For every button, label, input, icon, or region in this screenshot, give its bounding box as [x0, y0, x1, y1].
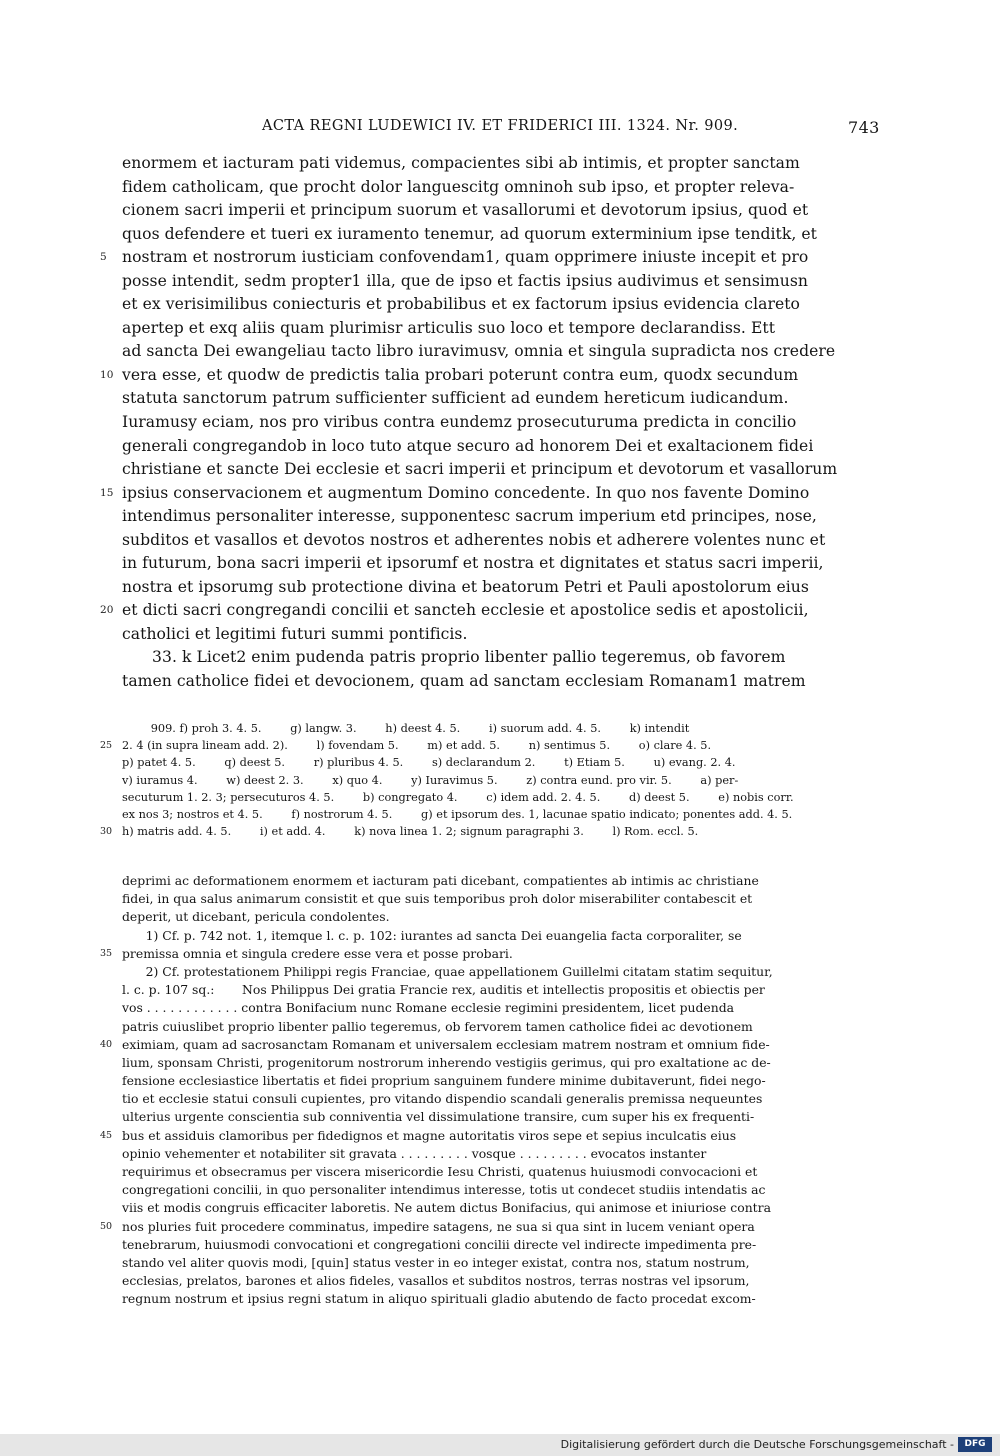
footnote-line [122, 1272, 880, 1290]
main-text-line [122, 458, 880, 482]
line-text: fensione ecclesiastice libertatis et fidei proprium sanguinem fundere minime dubitaverunt, fidei nego- [122, 1073, 766, 1089]
line-text: et ex verisimilibus coniecturis et probabilibus et ex factorum ipsius evidencia clareto [122, 295, 800, 314]
footnotes-block [100, 872, 880, 1309]
line-text: patris cuiuslibet proprio libenter pallio tegeremus, ob fervorem tamen catholice fidei ac devotionem [122, 1018, 753, 1034]
main-text-line [122, 317, 880, 341]
variant-line [122, 720, 880, 737]
footnote-line [122, 1254, 880, 1272]
line-text: quos defendere et tueri ex iuramento tenemur, ad quorum exterminium ipse tenditk, et [122, 224, 817, 243]
main-text-line [122, 293, 880, 317]
line-text: fidei, in qua salus animarum consistit et que suis temporibus proh dolor miserabiliter contabescit et [122, 891, 753, 907]
variant-line [122, 754, 880, 771]
line-text: 33. k Licet2 enim pudenda patris proprio libenter pallio tegeremus, ob favorem [122, 648, 786, 667]
line-number: 35 [100, 947, 113, 959]
variant-line [122, 772, 880, 789]
footnote-line [122, 963, 880, 981]
main-text-line [122, 199, 880, 223]
line-text: secuturum 1. 2. 3; persecuturos 4. 5. b) congregato 4. c) idem add. 2. 4. 5. d) deest 5. e) nobis corr. [122, 790, 794, 804]
footnote-line [122, 1199, 880, 1217]
footnote-line [122, 1290, 880, 1308]
line-text: tenebrarum, huiusmodi convocationi et congregationi concilii directe vel indirecte impedimenta pre- [122, 1236, 757, 1252]
main-text-line [122, 152, 880, 176]
line-number: 5 [100, 251, 107, 264]
line-text: viis et modis congruis efficaciter laboretis. Ne autem dictus Bonifacius, qui animose et iniuriose contra [122, 1200, 771, 1216]
line-text: tio et ecclesie statui consuli cupientes, pro vitando dispendio scandali generalis premissa nequeuntes [122, 1091, 763, 1107]
line-text: Iuramusy eciam, nos pro viribus contra eundemz prosecuturuma predicta in concilio [122, 413, 797, 432]
line-text: in futurum, bona sacri imperii et ipsorumf et nostra et dignitates et status sacri imperii, [122, 554, 824, 573]
line-number: 15 [100, 486, 114, 499]
line-text: generali congregandob in loco tuto atque securo ad honorem Dei et exaltacionem fidei [122, 436, 814, 455]
line-text: posse intendit, sedm propter1 illa, que de ipso et factis ipsius audivimus et sensimusn [122, 271, 808, 290]
line-number: 45 [100, 1129, 113, 1141]
line-text: tamen catholice fidei et devocionem, quam ad sanctam ecclesiam Romanam1 matrem [122, 672, 806, 691]
variant-line [122, 806, 880, 823]
main-text-line [122, 387, 880, 411]
footnote-line [122, 1163, 880, 1181]
footnote-line [122, 1090, 880, 1108]
main-text-line [122, 435, 880, 459]
line-text: nostra et ipsorumg sub protectione divina et beatorum Petri et Pauli apostolorum eius [122, 577, 809, 596]
line-text: 909. f) proh 3. 4. 5. g) langw. 3. h) deest 4. 5. i) suorum add. 4. 5. k) intendit [122, 722, 690, 735]
main-text-line [122, 223, 880, 247]
footnote-line [122, 1054, 880, 1072]
variant-apparatus [100, 720, 880, 840]
line-text: opinio vehementer et notabiliter sit gravata . . . . . . . . . vosque . . . . . . . . . evocatos instanter [122, 1145, 707, 1161]
variant-line [100, 823, 880, 840]
line-text: ipsius conservacionem et augmentum Domino concedente. In quo nos favente Domino [122, 483, 810, 502]
footnote-line [122, 1072, 880, 1090]
main-text-line [122, 270, 880, 294]
footnote-line [122, 981, 880, 999]
line-number: 20 [100, 604, 114, 617]
line-text: vos . . . . . . . . . . . . contra Bonifacium nunc Romane ecclesie regimini presidentem, licet pudenda [122, 1000, 735, 1016]
dfg-logo: DFG [958, 1437, 992, 1452]
line-text: deprimi ac deformationem enormem et iacturam pati dicebant, compatientes ab intimis ac christiane [122, 873, 759, 888]
footnote-line [122, 1181, 880, 1199]
line-text: lium, sponsam Christi, progenitorum nostrorum inherendo vestigiis gerimus, qui pro exaltatione ac de- [122, 1054, 771, 1070]
footnote-line [122, 908, 880, 926]
line-text: ulterius urgente conscientia sub conniventia vel dissimulatione transire, cum super his ex frequenti- [122, 1109, 755, 1125]
main-text-line [122, 646, 880, 670]
line-number: 25 [100, 740, 113, 752]
main-text-line [122, 176, 880, 200]
variant-line [100, 737, 880, 754]
footnote-line [122, 1018, 880, 1036]
main-text-line [122, 552, 880, 576]
footnote-line [122, 927, 880, 945]
line-number: 30 [100, 826, 113, 838]
line-text: catholici et legitimi futuri summi pontificis. [122, 624, 468, 643]
line-text: nos pluries fuit procedere comminatus, impedire satagens, ne sua si qua sint in lucem veniant opera [122, 1218, 755, 1234]
footnote-line [122, 872, 880, 890]
main-text-line [100, 482, 880, 506]
main-text-line [100, 246, 880, 270]
line-text: subditos et vasallos et devotos nostros et adherentes nobis et adherere volentes nunc et [122, 530, 826, 549]
line-text: statuta sanctorum patrum sufficienter sufficient ad eundem hereticum iudicandum. [122, 389, 789, 408]
page-number: 743 [848, 118, 880, 137]
digitization-footer [0, 1434, 1000, 1456]
main-text-line [122, 576, 880, 600]
line-text: fidem catholicam, que procht dolor languescitg omninoh sub ipso, et propter releva- [122, 177, 795, 196]
running-title: ACTA REGNI LUDEWICI IV. ET FRIDERICI III. 1324. Nr. 909. [262, 118, 739, 134]
line-text: stando vel aliter quovis modi, [quin] status vester in eo integer existat, contra nos, statum nostrum, [122, 1254, 750, 1270]
main-text-line [122, 411, 880, 435]
footnote-line [100, 945, 880, 963]
line-text: cionem sacri imperii et principum suorum et vasallorumi et devotorum ipsius, quod et [122, 201, 809, 220]
footer-text: Digitalisierung gefördert durch die Deutsche Forschungsgemeinschaft - [560, 1438, 954, 1451]
line-text: enormem et iacturam pati videmus, compacientes sibi ab intimis, et propter sanctam [122, 154, 800, 172]
footnote-line [100, 1127, 880, 1145]
main-text-line [100, 599, 880, 623]
line-text: p) patet 4. 5. q) deest 5. r) pluribus 4. 5. s) declarandum 2. t) Etiam 5. u) evang. 2. 4. [122, 756, 736, 770]
footnote-line [100, 1036, 880, 1054]
line-text: nostram et nostrorum iusticiam confovendam1, quam opprimere iniuste incepit et pro [122, 248, 809, 267]
footnote-line [100, 1218, 880, 1236]
line-text: premissa omnia et singula credere esse vera et posse probari. [122, 945, 513, 961]
footnote-line [122, 1108, 880, 1126]
line-text: requirimus et obsecramus per viscera misericordie Iesu Christi, quatenus huiusmodi convocacioni et [122, 1164, 758, 1179]
line-text: v) iuramus 4. w) deest 2. 3. x) quo 4. y) Iuravimus 5. z) contra eund. pro vir. 5. a) per- [122, 773, 739, 787]
line-text: 2) Cf. protestationem Philippi regis Franciae, quae appellationem Guillelmi citatam statim sequitur, [122, 963, 773, 979]
main-text-line [122, 623, 880, 647]
line-text: l. c. p. 107 sq.: Nos Philippus Dei gratia Francie rex, auditis et intellectis propositis et obiectis per [122, 982, 765, 998]
footnote-line [122, 1145, 880, 1163]
line-text: ecclesias, prelatos, barones et alios fideles, vasallos et subditos nostros, terras nostras vel ipsorum, [122, 1273, 750, 1289]
line-text: apertep et exq aliis quam plurimisr articulis suo loco et tempore declarandiss. Ett [122, 318, 776, 337]
main-text-line [100, 364, 880, 388]
line-text: 1) Cf. p. 742 not. 1, itemque l. c. p. 102: iurantes ad sancta Dei euangelia facta corporaliter, se [122, 927, 742, 943]
line-text: congregationi concilii, in quo personaliter intendimus interesse, totis ut condecet studiis intendatis ac [122, 1182, 766, 1198]
line-text: h) matris add. 4. 5. i) et add. 4. k) nova linea 1. 2; signum paragraphi 3. l) Rom. eccl. 5. [122, 825, 699, 839]
line-text: bus et assiduis clamoribus per fidedignos et magne autoritatis viros sepe et sepius inculcatis eius [122, 1127, 737, 1143]
line-text: regnum nostrum et ipsius regni statum in aliquo spirituali gladio abutendo de facto procedat excom- [122, 1291, 756, 1307]
line-text: 2. 4 (in supra lineam add. 2). l) fovendam 5. m) et add. 5. n) sentimus 5. o) clare 4. 5. [122, 739, 712, 753]
main-text-block [100, 152, 880, 694]
line-number: 10 [100, 368, 114, 381]
line-number: 40 [100, 1038, 113, 1050]
line-text: ad sancta Dei ewangeliau tacto libro iuravimusv, omnia et singula supradicta nos credere [122, 342, 836, 361]
line-text: et dicti sacri congregandi concilii et sancteh ecclesie et apostolice sedis et apostolicii, [122, 601, 809, 620]
line-number: 50 [100, 1220, 113, 1232]
page-header [0, 118, 1000, 142]
main-text-line [122, 340, 880, 364]
main-text-line [122, 529, 880, 553]
line-text: vera esse, et quodw de predictis talia probari poterunt contra eum, quodx secundum [122, 365, 799, 384]
footnote-line [122, 890, 880, 908]
main-text-line [122, 670, 880, 694]
line-text: deperit, ut dicebant, pericula condolentes. [122, 909, 390, 925]
main-text-line [122, 505, 880, 529]
footnote-line [122, 1236, 880, 1254]
line-text: intendimus personaliter interesse, supponentesc sacrum imperium etd principes, nose, [122, 507, 817, 526]
footnote-line [122, 999, 880, 1017]
variant-line [122, 789, 880, 806]
line-text: christiane et sancte Dei ecclesie et sacri imperii et principum et devotorum et vasallorum [122, 460, 838, 479]
line-text: ex nos 3; nostros et 4. 5. f) nostrorum 4. 5. g) et ipsorum des. 1, lacunae spatio indicato; ponentes add. 4. 5. [122, 807, 793, 821]
line-text: eximiam, quam ad sacrosanctam Romanam et universalem ecclesiam matrem nostram et omnium fide- [122, 1036, 770, 1052]
